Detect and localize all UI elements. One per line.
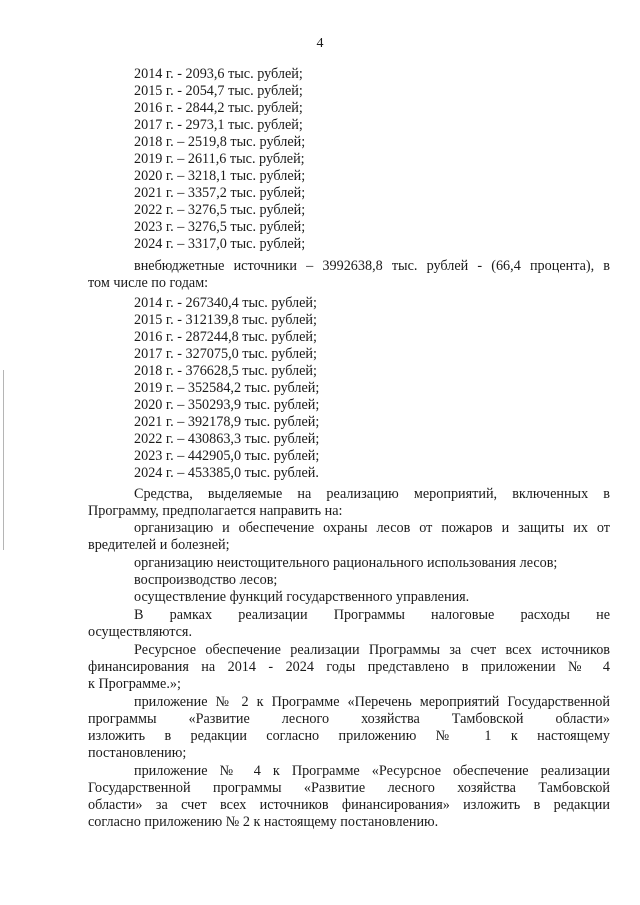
page-number: 4 (316, 36, 324, 51)
resource-paragraph-line-2: финансирования на 2014 - 2024 годы представлено в приложении № 4 (88, 659, 610, 675)
regional-budget-year-2021: 2021 г. – 3357,2 тыс. рублей; (134, 185, 306, 201)
direction-reproduction: воспроизводство лесов; (134, 572, 278, 588)
direction-protection-line-2: вредителей и болезней; (88, 537, 230, 553)
resource-paragraph-line-3: к Программе.»; (88, 676, 181, 692)
extrabudget-year-2019: 2019 г. – 352584,2 тыс. рублей; (134, 380, 320, 396)
regional-budget-year-2020: 2020 г. – 3218,1 тыс. рублей; (134, 168, 306, 184)
appendix2-paragraph-line-4: постановлению; (88, 745, 187, 761)
appendix2-paragraph-line-3: изложить в редакции согласно приложению № 1 к настоящему (88, 728, 610, 744)
funds-paragraph-line-2: Программу, предполагается направить на: (88, 503, 343, 519)
extrabudget-total-line: внебюджетные источники – 3992638,8 тыс. рублей - (66,4 процента), в (134, 258, 610, 274)
extrabudget-year-2016: 2016 г. - 287244,8 тыс. рублей; (134, 329, 317, 345)
direction-management: осуществление функций государственного управления. (134, 589, 470, 605)
tax-paragraph-line-2: осуществляются. (88, 624, 192, 640)
extrabudget-year-2020: 2020 г. – 350293,9 тыс. рублей; (134, 397, 320, 413)
regional-budget-year-2016: 2016 г. - 2844,2 тыс. рублей; (134, 100, 303, 116)
extrabudget-year-2022: 2022 г. – 430863,3 тыс. рублей; (134, 431, 320, 447)
regional-budget-year-2023: 2023 г. – 3276,5 тыс. рублей; (134, 219, 306, 235)
appendix4-paragraph-line-2: Государственной программы «Развитие лесного хозяйства Тамбовской (88, 780, 610, 796)
extrabudget-year-2023: 2023 г. – 442905,0 тыс. рублей; (134, 448, 320, 464)
extrabudget-year-2021: 2021 г. – 392178,9 тыс. рублей; (134, 414, 320, 430)
regional-budget-year-2015: 2015 г. - 2054,7 тыс. рублей; (134, 83, 303, 99)
regional-budget-year-2019: 2019 г. – 2611,6 тыс. рублей; (134, 151, 305, 167)
extrabudget-year-2015: 2015 г. - 312139,8 тыс. рублей; (134, 312, 317, 328)
regional-budget-year-2014: 2014 г. - 2093,6 тыс. рублей; (134, 66, 303, 82)
regional-budget-year-2017: 2017 г. - 2973,1 тыс. рублей; (134, 117, 303, 133)
direction-protection-line-1: организацию и обеспечение охраны лесов от пожаров и защиты их от (134, 520, 610, 536)
scan-edge-mark (3, 370, 4, 550)
extrabudget-year-2024: 2024 г. – 453385,0 тыс. рублей. (134, 465, 319, 481)
appendix4-paragraph-line-1: приложение № 4 к Программе «Ресурсное обеспечение реализации (134, 763, 610, 779)
extrabudget-year-2017: 2017 г. - 327075,0 тыс. рублей; (134, 346, 317, 362)
regional-budget-year-2022: 2022 г. – 3276,5 тыс. рублей; (134, 202, 306, 218)
appendix2-paragraph-line-2: программы «Развитие лесного хозяйства Тамбовской области» (88, 711, 610, 727)
extrabudget-year-2018: 2018 г. - 376628,5 тыс. рублей; (134, 363, 317, 379)
funds-paragraph-line-1: Средства, выделяемые на реализацию мероприятий, включенных в (134, 486, 610, 502)
regional-budget-year-2018: 2018 г. – 2519,8 тыс. рублей; (134, 134, 306, 150)
extrabudget-by-years-line: том числе по годам: (88, 275, 209, 291)
extrabudget-year-2014: 2014 г. - 267340,4 тыс. рублей; (134, 295, 317, 311)
appendix4-paragraph-line-4: согласно приложению № 2 к настоящему постановлению. (88, 814, 439, 830)
resource-paragraph-line-1: Ресурсное обеспечение реализации Программы за счет всех источников (134, 642, 610, 658)
appendix4-paragraph-line-3: области» за счет всех источников финансирования» изложить в редакции (88, 797, 610, 813)
regional-budget-year-2024: 2024 г. – 3317,0 тыс. рублей; (134, 236, 306, 252)
appendix2-paragraph-line-1: приложение № 2 к Программе «Перечень мероприятий Государственной (134, 694, 610, 710)
tax-paragraph-line-1: В рамках реализации Программы налоговые расходы не (134, 607, 610, 623)
direction-use: организацию неистощительного рационального использования лесов; (134, 555, 558, 571)
